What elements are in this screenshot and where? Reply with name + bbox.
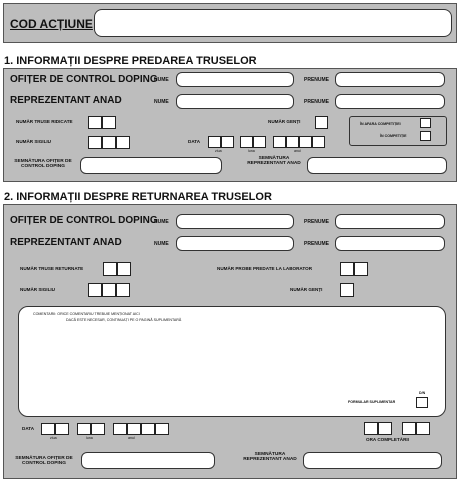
s2-time-minute-1[interactable]: [402, 422, 416, 435]
s1-kits-cell-1[interactable]: [88, 116, 102, 129]
s1-month-caption: luna: [248, 149, 255, 153]
s1-bags-label: NUMĂR GENȚI: [268, 119, 301, 124]
s2-rep-prenume-field[interactable]: [335, 236, 445, 251]
s2-rep-label: REPREZENTANT ANAD: [10, 237, 122, 248]
s1-officer-nume-field[interactable]: [176, 72, 294, 87]
s2-kits-label: NUMĂR TRUSE RETURNATE: [20, 266, 84, 271]
s2-comments-line1: COMENTARII: ORICE COMENTARIU TREBUIE MENȚIONAT AICI: [33, 312, 140, 316]
s2-kits-cell-2[interactable]: [117, 262, 131, 276]
s1-out-comp-label: ÎN AFARA COMPETIȚIEI: [360, 122, 401, 126]
s2-sig-rep-label: SEMNĂTURA REPREZENTANT ANAD: [243, 452, 297, 463]
s2-officer-nume-field[interactable]: [176, 214, 294, 229]
s2-sig-officer-label: SEMNĂTURA OFIȚER DE CONTROL DOPING: [15, 456, 73, 467]
s2-comments-line2: DACĂ ESTE NECESAR, CONTINUAȚI PE O PAGINĂ SUPLIMENTARĂ: [66, 318, 182, 322]
action-code-label: COD ACȚIUNE: [10, 17, 93, 31]
s1-competition-box: [349, 116, 447, 146]
s1-date-label: DATA: [188, 139, 201, 144]
s1-rep-prenume-field[interactable]: [335, 94, 445, 109]
s2-seal-cell-1[interactable]: [88, 283, 102, 297]
s1-sig-rep-label: SEMNĂTURA REPREZENTANT ANAD: [247, 156, 301, 167]
s2-seal-label: NUMĂR SIGILIU: [20, 287, 55, 292]
s1-rep-nume-field[interactable]: [176, 94, 294, 109]
s2-date-label: DATA: [22, 426, 35, 431]
s2-year-caption: anul: [128, 436, 135, 440]
s2-bags-cell[interactable]: [340, 283, 354, 297]
s1-date-year-3[interactable]: [299, 136, 312, 148]
s1-date-year-2[interactable]: [286, 136, 299, 148]
s2-time-minute-2[interactable]: [416, 422, 430, 435]
s2-date-year-3[interactable]: [141, 423, 155, 435]
s1-rep-label: REPREZENTANT ANAD: [10, 95, 122, 106]
s2-sig-rep-field[interactable]: [303, 452, 442, 469]
s2-officer-prenume-field[interactable]: [335, 214, 445, 229]
s1-officer-nume-label: NUME: [154, 77, 169, 83]
s1-officer-prenume-label: PRENUME: [304, 77, 330, 83]
s1-sig-rep-field[interactable]: [307, 157, 447, 174]
s2-officer-nume-label: NUME: [154, 219, 169, 225]
s2-date-year-4[interactable]: [155, 423, 169, 435]
s2-samples-cell-1[interactable]: [340, 262, 354, 276]
s2-kits-cell-1[interactable]: [103, 262, 117, 276]
s2-time-hour-1[interactable]: [364, 422, 378, 435]
section1-title: 1. INFORMAȚII DESPRE PREDAREA TRUSELOR: [4, 55, 257, 67]
s2-date-year-2[interactable]: [127, 423, 141, 435]
s2-bags-label: NUMĂR GENȚI: [290, 287, 323, 292]
s1-sig-officer-label: SEMNĂTURA OFIȚER DE CONTROL DOPING: [14, 159, 72, 170]
s2-dn-label: D/N: [419, 391, 426, 395]
s2-rep-nume-field[interactable]: [176, 236, 294, 251]
s2-extra-form-label: FORMULAR SUPLIMENTAR: [348, 400, 396, 404]
s1-date-year-1[interactable]: [273, 136, 286, 148]
s2-time-label: ORA COMPLETĂRII: [366, 437, 409, 442]
s2-time-hour-2[interactable]: [378, 422, 392, 435]
section2-title: 2. INFORMAȚII DESPRE RETURNAREA TRUSELOR: [4, 191, 272, 203]
s2-month-caption: luna: [86, 436, 93, 440]
s1-officer-label: OFIȚER DE CONTROL DOPING: [10, 74, 158, 85]
s2-date-year-1[interactable]: [113, 423, 127, 435]
s1-sig-officer-field[interactable]: [80, 157, 222, 174]
s2-rep-nume-label: NUME: [154, 241, 169, 247]
s2-day-caption: ziua: [50, 436, 57, 440]
s1-seal-label: NUMĂR SIGILIU: [16, 139, 51, 144]
s1-date-year-4[interactable]: [312, 136, 325, 148]
s2-officer-prenume-label: PRENUME: [304, 219, 330, 225]
s1-rep-nume-label: NUME: [154, 99, 169, 105]
s1-in-comp-label: ÎN COMPETIȚIE: [380, 134, 407, 138]
s2-extra-form-checkbox[interactable]: [416, 397, 428, 408]
s1-seal-cell-2[interactable]: [102, 136, 116, 149]
s1-officer-prenume-field[interactable]: [335, 72, 445, 87]
s2-samples-cell-2[interactable]: [354, 262, 368, 276]
s1-rep-prenume-label: PRENUME: [304, 99, 330, 105]
s1-kits-cell-2[interactable]: [102, 116, 116, 129]
s2-date-month-2[interactable]: [91, 423, 105, 435]
s1-year-caption: anul: [294, 149, 301, 153]
s2-date-day-1[interactable]: [41, 423, 55, 435]
s1-kits-label: NUMĂR TRUSE RIDICATE: [16, 119, 73, 124]
s2-samples-label: NUMĂR PROBE PREDATE LA LABORATOR: [217, 266, 313, 271]
s1-date-month-2[interactable]: [253, 136, 266, 148]
s1-in-comp-checkbox[interactable]: [420, 131, 431, 141]
s1-day-caption: ziua: [215, 149, 222, 153]
s2-seal-cell-2[interactable]: [102, 283, 116, 297]
s1-seal-cell-3[interactable]: [116, 136, 130, 149]
s2-date-day-2[interactable]: [55, 423, 69, 435]
s1-date-month-1[interactable]: [240, 136, 253, 148]
s1-date-day-1[interactable]: [208, 136, 221, 148]
s1-out-comp-checkbox[interactable]: [420, 118, 431, 128]
action-code-field[interactable]: [94, 9, 452, 37]
s2-sig-officer-field[interactable]: [81, 452, 215, 469]
s2-rep-prenume-label: PRENUME: [304, 241, 330, 247]
s1-bags-cell[interactable]: [315, 116, 328, 129]
s2-seal-cell-3[interactable]: [116, 283, 130, 297]
s1-seal-cell-1[interactable]: [88, 136, 102, 149]
s2-officer-label: OFIȚER DE CONTROL DOPING: [10, 215, 158, 226]
s1-date-day-2[interactable]: [221, 136, 234, 148]
s2-date-month-1[interactable]: [77, 423, 91, 435]
